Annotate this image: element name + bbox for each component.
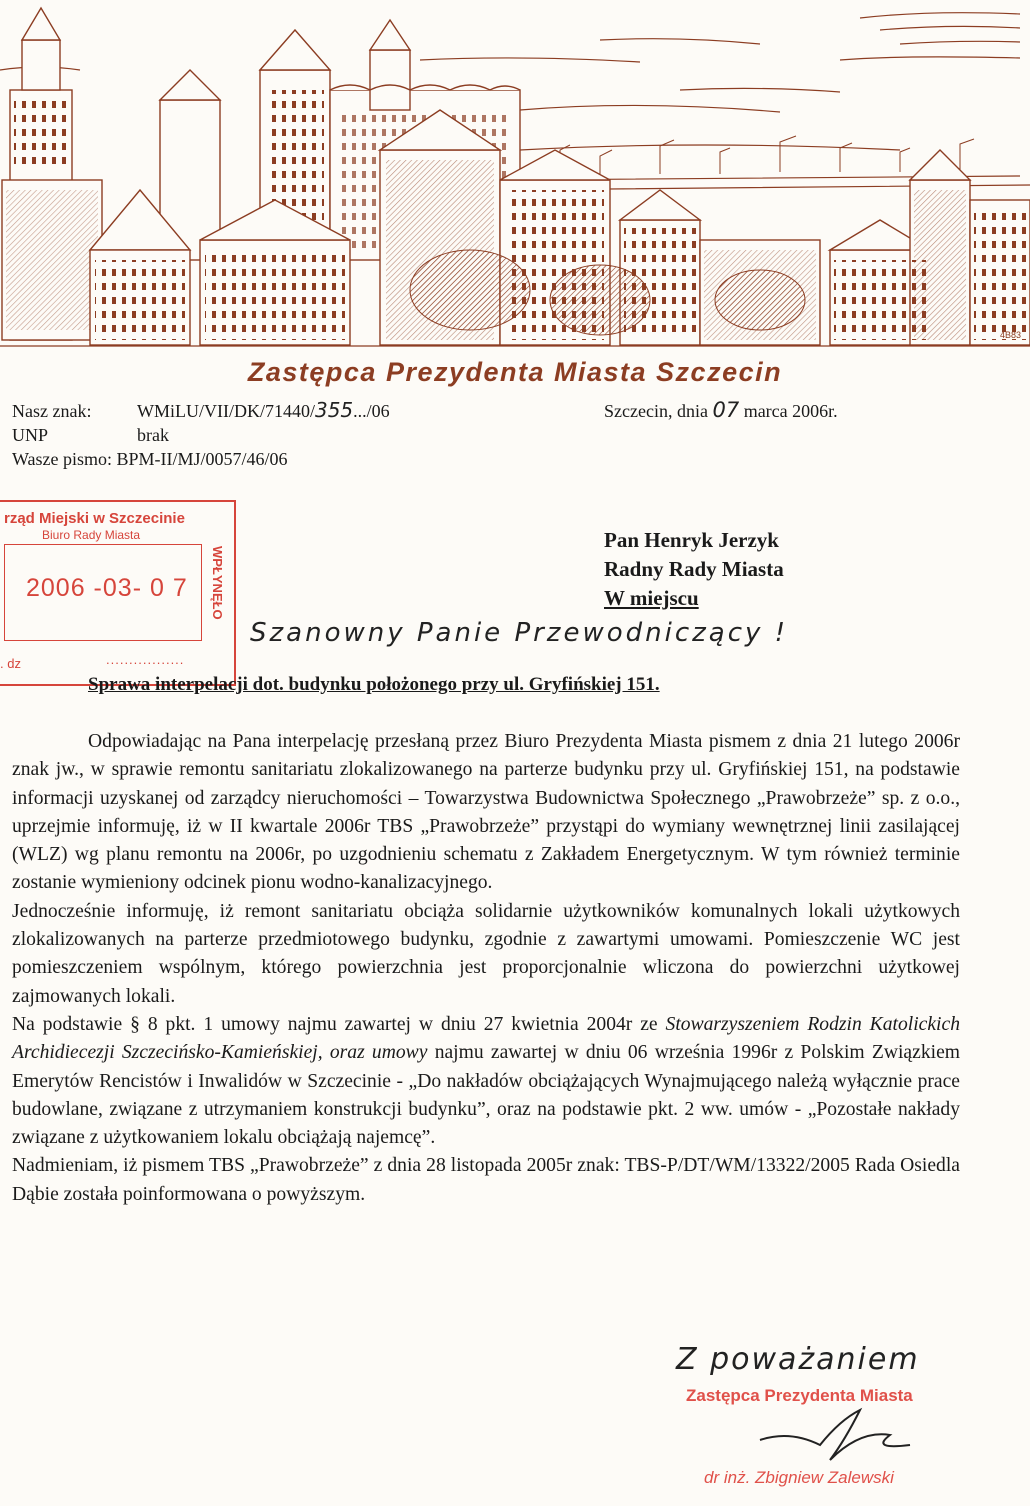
recipient-block [604, 526, 784, 613]
stamp-office: rząd Miejski w Szczecinie [4, 510, 185, 527]
letter-body [12, 728, 960, 1209]
our-reference-number: 355 [314, 398, 354, 422]
body-paragraph-3-italic: Stowarzyszeniem Rodzin Katolickich Archidiecezji Szczecińsko-Kamieńskiej, oraz umowy [12, 1013, 960, 1064]
signature-stamp-name: dr inż. Zbigniew Zalewski [704, 1468, 894, 1487]
unp-label: UNP [12, 425, 49, 445]
recipient-place: W miejscu [604, 586, 699, 610]
letter-date [604, 398, 838, 423]
your-letter-row [12, 447, 390, 471]
letterhead-title: Zastępca Prezydenta Miasta Szczecin [247, 357, 783, 387]
date-suffix: marca 2006r. [743, 401, 838, 421]
stamp-dots: ................. [106, 652, 185, 667]
letter-subject: Sprawa interpelacji dot. budynku położonego przy ul. Gryfińskiej 151. [88, 674, 660, 695]
unp-value: brak [137, 425, 169, 445]
stamp-footer: . dz [0, 656, 21, 671]
body-paragraph-3 [12, 1011, 960, 1152]
our-reference-suffix: /06 [366, 401, 390, 421]
recipient-role: Radny Rady Miasta [604, 557, 784, 581]
body-paragraph-1: Odpowiadając na Pana interpelację przesłaną przez Biuro Prezydenta Miasta pismem z dnia 21 lutego 2006r znak jw., w sprawie remontu sanitariatu zlokalizowanego na parterze budynku przy ul. Gryfińskiej 151, na podstawie informacji uzyskanej od zarządcy nieruchomości – Towarzystwa Budownictwa Społecznego „Prawobrzeże” sp. z o.o., uprzejmie informuję, iż w II kwartale 2006r TBS „Prawobrzeże” przystąpi do wymiany wewnętrznej linii zasilającej (WLZ) wg planu remontu na 2006r, po uzgodnieniu schematu z Zakładem Energetycznym. W tym również terminie zostanie wymieniony odcinek pionu wodno-kanalizacyjnego. [12, 731, 960, 894]
letterhead-city-illustration [0, 0, 1030, 350]
stamp-date: 2006 -03- 0 7 [26, 574, 188, 602]
body-paragraph-4: Nadmieniam, iż pismem TBS „Prawobrzeże” z dnia 28 listopada 2005r znak: TBS-P/DT/WM/13322/2005 Rada Osiedla Dąbie została poinformowana o powyższym. [12, 1155, 960, 1205]
reference-block [12, 398, 390, 471]
handwritten-closing: Z poważaniem [676, 1342, 920, 1377]
signature-stamp-title: Zastępca Prezydenta Miasta [686, 1386, 913, 1405]
your-letter-value: BPM-II/MJ/0057/46/06 [116, 449, 288, 469]
stamp-department: Biuro Rady Miasta [42, 528, 141, 542]
received-stamp [0, 500, 236, 686]
artist-mark: 4B83 [1000, 330, 1022, 340]
body-paragraph-3-end: najmu zawartej w dniu 06 września 1996r z Polskim Związkiem Emerytów Rencistów i Inwalidów w Szczecinie - „Do nakładów obciążających Wynajmującego należą wyłącznie prace budowlane, związane z utrzymaniem konstrukcji budynku”, oraz na podstawie pkt. 2 ww. umów - „Pozostałe nakłady związane z użytkowaniem lokalu obciążają najemcę”. [12, 1042, 961, 1149]
unp-row [12, 423, 390, 447]
handwritten-salutation: Szanowny Panie Przewodniczący ! [250, 618, 789, 648]
stamp-received-label: WPŁYNĘŁO [210, 546, 225, 620]
recipient-name: Pan Henryk Jerzyk [604, 528, 779, 552]
body-paragraph-2: Jednocześnie informuję, iż remont sanitariatu obciąża solidarnie użytkowników komunalnych lokali użytkowych zlokalizowanych na parterze przedmiotowego budynku, zgodnie z zawartymi umowami. Pomieszczenie WC jest pomieszczeniem wspólnym, którego powierzchnia jest proporcjonalnie wliczona do powierzchni użytkowej zajmowanych lokali. [12, 900, 960, 1007]
date-day: 07 [712, 398, 740, 422]
our-reference-prefix: WMiLU/VII/DK/71440/ [137, 401, 315, 421]
date-prefix: Szczecin, dnia [604, 401, 708, 421]
our-reference-label: Nasz znak: [12, 401, 92, 421]
body-paragraph-3-start: Na podstawie § 8 pkt. 1 umowy najmu zawartej w dniu 27 kwietnia 2004r ze [12, 1013, 658, 1035]
our-reference-row: Nasz znak: WMiLU/VII/DK/71440/355.../06 [12, 398, 390, 422]
your-letter-label: Wasze pismo: [12, 449, 113, 469]
